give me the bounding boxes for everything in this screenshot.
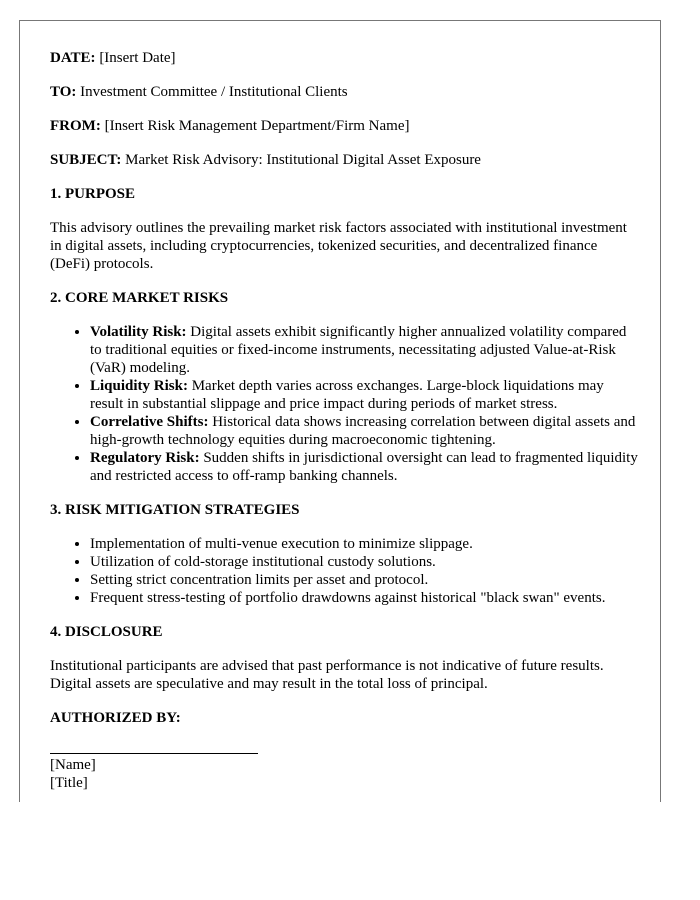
mitigation-heading: 3. RISK MITIGATION STRATEGIES	[50, 502, 300, 518]
list-item: • Setting strict concentration limits per asset and protocol.	[90, 571, 640, 589]
list-item: • Implementation of multi-venue execution to minimize slippage.	[90, 535, 640, 553]
list-item	[90, 449, 640, 485]
from-line	[50, 117, 640, 135]
to-value: Investment Committee / Institutional Clients	[80, 84, 348, 100]
subject-line	[50, 151, 640, 169]
risk-text: Historical data shows increasing correlation between digital assets and high-growth technology equities during macroeconomic tightening.	[90, 414, 636, 448]
purpose-heading: 1. PURPOSE	[50, 186, 136, 202]
purpose-text: This advisory outlines the prevailing market risk factors associated with institutional investment in digital assets, including cryptocurrencies, tokenized securities, and decentralized finance (DeFi) protocols.	[50, 220, 627, 272]
list-item: • Utilization of cold-storage institutional custody solutions.	[90, 553, 640, 571]
disclosure-heading: 4. DISCLOSURE	[50, 624, 163, 640]
from-label: FROM:	[50, 118, 101, 134]
to-label: TO:	[50, 84, 77, 100]
date-value: [Insert Date]	[99, 50, 176, 66]
risk-term: Correlative Shifts:	[90, 414, 209, 430]
subject-value: Market Risk Advisory: Institutional Digital Asset Exposure	[125, 152, 481, 168]
to-line	[50, 83, 640, 101]
risk-text: Market depth varies across exchanges. Large-block liquidations may result in substantial slippage and price impact during periods of market stress.	[90, 378, 604, 412]
core-risks-heading: 2. CORE MARKET RISKS	[50, 290, 229, 306]
signatory-name: [Name]	[50, 757, 96, 773]
list-item	[90, 413, 640, 449]
list-item	[90, 323, 640, 377]
document-page	[19, 20, 661, 802]
list-item	[90, 377, 640, 413]
risk-term: Regulatory Risk:	[90, 450, 200, 466]
subject-label: SUBJECT:	[50, 152, 122, 168]
document-body	[50, 49, 640, 792]
signature-line	[50, 753, 258, 754]
list-item: • Frequent stress-testing of portfolio drawdowns against historical "black swan" events.	[90, 589, 640, 607]
risk-text: Digital assets exhibit significantly higher annualized volatility compared to traditional equities or fixed-income instruments, necessitating adjusted Value-at-Risk (VaR) modeling.	[90, 324, 627, 376]
signatory-title: [Title]	[50, 775, 88, 791]
date-line	[50, 49, 640, 67]
risk-text: Sudden shifts in jurisdictional oversight can lead to fragmented liquidity and restricted access to off-ramp banking channels.	[90, 450, 638, 484]
authorized-by-heading: AUTHORIZED BY:	[50, 710, 181, 726]
date-label: DATE:	[50, 50, 96, 66]
mitigation-list	[50, 535, 640, 607]
from-value: [Insert Risk Management Department/Firm Name]	[104, 118, 410, 134]
disclosure-text: Institutional participants are advised that past performance is not indicative of future results. Digital assets are speculative and may result in the total loss of principal.	[50, 658, 604, 692]
core-risks-list	[50, 323, 640, 485]
risk-term: Volatility Risk:	[90, 324, 187, 340]
risk-term: Liquidity Risk:	[90, 378, 188, 394]
